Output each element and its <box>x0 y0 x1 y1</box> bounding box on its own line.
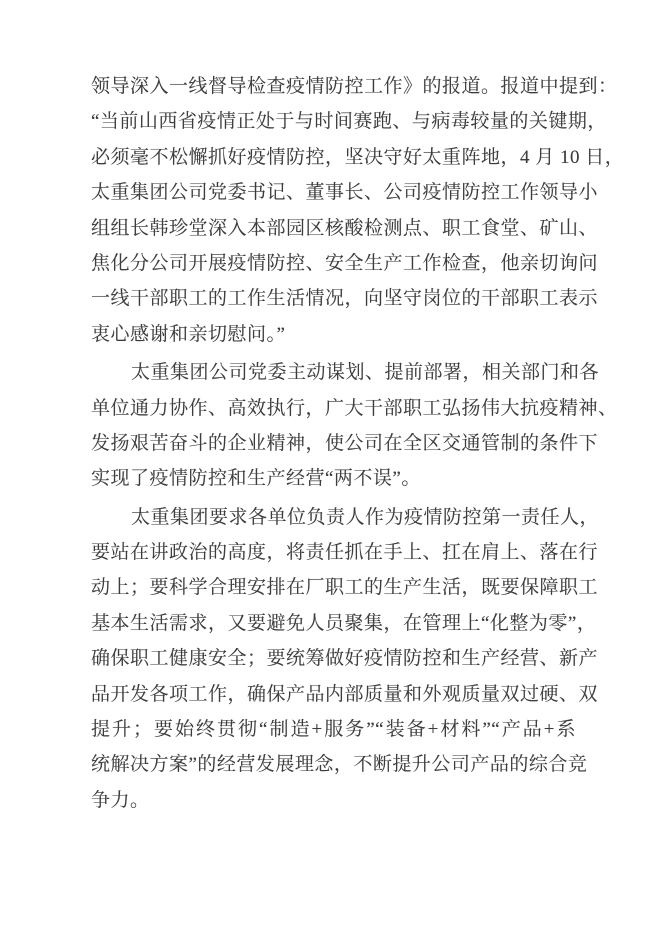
text-line: 焦化分公司开展疫情防控、安全生产工作检查，他亲切询问 <box>91 252 599 274</box>
text-line: 一线干部职工的工作生活情况，向坚守岗位的干部职工表示 <box>91 288 599 310</box>
text-line: 领导深入一线督导检查疫情防控工作》的报道。报道中提到： <box>91 76 618 97</box>
text-line: 争力。 <box>91 789 150 811</box>
text-line: 太重集团公司党委主动谋划、提前部署，相关部门和各 <box>131 362 600 384</box>
text-line: 动上；要科学合理安排在厂职工的生产生活，既要保障职工 <box>91 577 599 599</box>
text-line: 统解决方案”的经营发展理念，不断提升公司产品的综合竞 <box>91 754 588 776</box>
text-line: 太重集团要求各单位负责人作为疫情防控第一责任人， <box>131 506 600 528</box>
text-line: 提升；要始终贯彻“制造+服务”“装备+材料”“产品+系 <box>91 719 576 741</box>
text-line: 必须毫不松懈抓好疫情防控，坚决守好太重阵地，4 月 10 日， <box>91 146 625 168</box>
text-line: 实现了疫情防控和生产经营“两不误”。 <box>91 468 421 490</box>
text-line: 发扬艰苦奋斗的企业精神，使公司在全区交通管制的条件下 <box>91 432 599 454</box>
text-line: 衷心感谢和亲切慰问。” <box>91 323 286 345</box>
text-line: “当前山西省疫情正处于与时间赛跑、与病毒较量的关键期， <box>91 111 607 133</box>
text-line: 组组长韩珍堂深入本部园区核酸检测点、职工食堂、矿山、 <box>91 217 599 239</box>
text-line: 单位通力协作、高效执行，广大干部职工弘扬伟大抗疫精神、 <box>91 397 618 419</box>
document-text-block <box>91 69 625 818</box>
text-line: 基本生活需求，又要避免人员聚集，在管理上“化整为零”， <box>91 612 597 634</box>
text-line: 太重集团公司党委书记、董事长、公司疫情防控工作领导小 <box>91 182 599 204</box>
text-line: 确保职工健康安全；要统筹做好疫情防控和生产经营、新产 <box>91 648 599 670</box>
text-line: 品开发各项工作，确保产品内部质量和外观质量双过硬、双 <box>91 683 599 705</box>
text-line: 要站在讲政治的高度，将责任抓在手上、扛在肩上、落在行 <box>91 542 599 564</box>
